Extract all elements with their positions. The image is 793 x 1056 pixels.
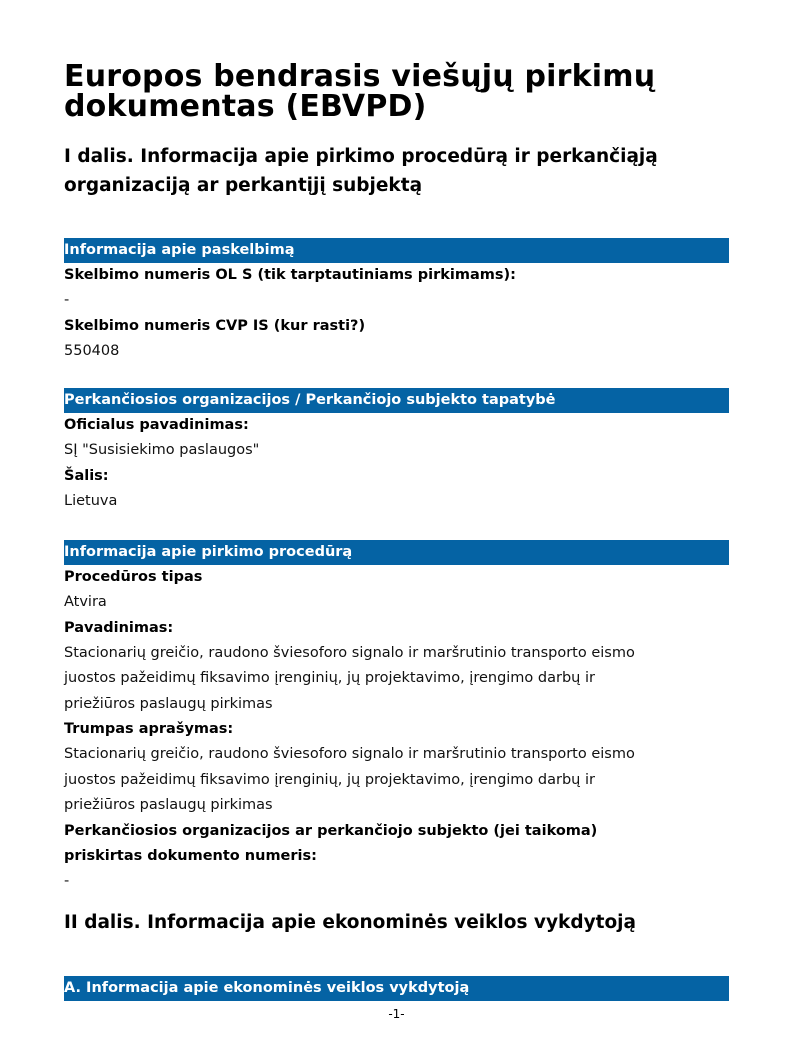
spacer xyxy=(64,514,729,540)
procedure-type-label: Procedūros tipas xyxy=(64,569,203,585)
section-header-publication: Informacija apie paskelbimą xyxy=(64,238,729,263)
country-label: Šalis: xyxy=(64,467,109,484)
spacer xyxy=(64,364,729,388)
file-reference-label: priskirtas dokumento numeris: xyxy=(64,847,317,864)
page-number: -1- xyxy=(388,1007,405,1021)
file-reference-label: Perkančiosios organizacijos ar perkančiojo subjekto (jei taikoma) xyxy=(64,822,598,839)
short-description-label: Trumpas aprašymas: xyxy=(64,721,234,737)
spacer xyxy=(64,937,729,976)
cvp-number-label: Skelbimo numeris CVP IS (kur rasti?) xyxy=(64,317,366,334)
part1-title: I dalis. Informacija apie pirkimo procedūrą ir perkančiąją organizaciją ar perkantįjį subjektą xyxy=(64,146,658,196)
procedure-type-value: Atvira xyxy=(64,594,107,610)
short-description-line: Stacionarių greičio, raudono šviesoforo signalo ir maršrutinio transporto eismo xyxy=(64,746,635,762)
document-page xyxy=(64,59,729,1001)
section-header-procedure: Informacija apie pirkimo procedūrą xyxy=(64,540,729,565)
cvp-number-value: 550408 xyxy=(64,342,120,359)
official-name-value: SĮ "Susisiekimo paslaugos" xyxy=(64,442,260,458)
procedure-title-label: Pavadinimas: xyxy=(64,619,174,636)
section-header-operator: A. Informacija apie ekonominės veiklos vykdytoją xyxy=(64,976,729,1001)
short-description-line: priežiūros paslaugų pirkimas xyxy=(64,797,273,813)
file-reference-value: - xyxy=(64,872,70,889)
procedure-title-line: juostos pažeidimų fiksavimo įrenginių, jų projektavimo, įrengimo darbų ir xyxy=(64,670,595,686)
spacer xyxy=(64,200,729,238)
short-description-line: juostos pažeidimų fiksavimo įrenginių, jų projektavimo, įrengimo darbų ir xyxy=(64,771,595,788)
ojs-number-value: - xyxy=(64,292,70,308)
country-value: Lietuva xyxy=(64,492,118,509)
official-name-label: Oficialus pavadinimas: xyxy=(64,417,249,433)
section-header-authority: Perkančiosios organizacijos / Perkančiojo subjekto tapatybė xyxy=(64,388,729,413)
spacer xyxy=(64,894,729,908)
ojs-number-label: Skelbimo numeris OL S (tik tarptautiniams pirkimams): xyxy=(64,267,516,283)
document-title: Europos bendrasis viešųjų pirkimų dokumentas (EBVPD) xyxy=(64,59,656,124)
procedure-title-line: priežiūros paslaugų pirkimas xyxy=(64,695,273,712)
procedure-title-line: Stacionarių greičio, raudono šviesoforo signalo ir maršrutinio transporto eismo xyxy=(64,644,635,661)
part2-title: II dalis. Informacija apie ekonominės veiklos vykdytoją xyxy=(64,912,637,933)
